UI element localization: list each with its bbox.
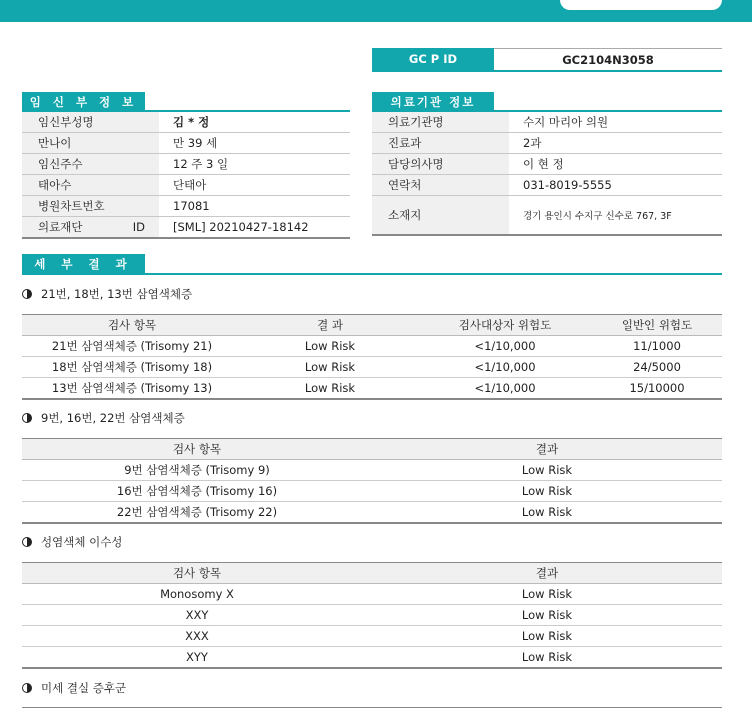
patient-row (22, 133, 350, 154)
result: Low Risk (372, 605, 722, 626)
top-banner (0, 0, 752, 22)
patient-row-key: 태아수 (22, 175, 159, 196)
test-item: XXY (22, 605, 372, 626)
result: Low Risk (372, 502, 722, 524)
half-circle-icon (22, 683, 32, 693)
half-circle-icon (22, 289, 32, 299)
table-row (22, 357, 722, 378)
section-title: 미세 결실 증후군 (41, 681, 127, 695)
trisomy-21-18-13-table (22, 314, 722, 400)
institution-row-value: 031-8019-5555 (509, 175, 722, 196)
test-item: 13번 삼염색체증 (Trisomy 13) (22, 378, 242, 400)
institution-row-key: 담당의사명 (372, 154, 509, 175)
patient-row-key: 의료재단 ID (22, 217, 159, 239)
patient-info-heading: 임 신 부 정 보 (22, 92, 145, 111)
table-top-border (22, 707, 722, 708)
subject-risk: <1/10,000 (418, 357, 592, 378)
patient-row-value: 17081 (159, 196, 350, 217)
institution-row-key: 의료기관명 (372, 112, 509, 133)
patient-row-value: 김 * 정 (159, 112, 350, 133)
table-row (22, 605, 722, 626)
institution-row (372, 154, 722, 175)
result: Low Risk (242, 378, 418, 400)
result: Low Risk (242, 336, 418, 357)
table-row (22, 378, 722, 400)
general-risk: 11/1000 (592, 336, 722, 357)
column-header: 결과 (372, 439, 722, 460)
table-row (22, 584, 722, 605)
table-row (22, 336, 722, 357)
table-row (22, 647, 722, 669)
section-heading (22, 286, 192, 302)
result: Low Risk (372, 481, 722, 502)
table-header-row (22, 563, 722, 584)
institution-row-value: 이 현 정 (509, 154, 722, 175)
test-item: 16번 삼염색체증 (Trisomy 16) (22, 481, 372, 502)
test-item: 22번 삼염색체증 (Trisomy 22) (22, 502, 372, 524)
column-header: 결과 (372, 563, 722, 584)
section-heading (22, 534, 122, 550)
patient-row-value: 단태아 (159, 175, 350, 196)
patient-info-table (22, 112, 350, 239)
section-title: 9번, 16번, 22번 삼염색체증 (41, 411, 185, 425)
patient-row-value: 12 주 3 일 (159, 154, 350, 175)
test-item: XXX (22, 626, 372, 647)
institution-row-key: 연락처 (372, 175, 509, 196)
institution-info-heading: 의료기관 정보 (372, 92, 494, 111)
patient-row-key: 임신주수 (22, 154, 159, 175)
patient-row (22, 154, 350, 175)
table-row (22, 626, 722, 647)
institution-row (372, 196, 722, 236)
result: Low Risk (372, 460, 722, 481)
result: Low Risk (372, 584, 722, 605)
column-header: 검사대상자 위험도 (418, 315, 592, 336)
subject-risk: <1/10,000 (418, 378, 592, 400)
patient-row (22, 196, 350, 217)
patient-row (22, 112, 350, 133)
institution-row-key: 진료과 (372, 133, 509, 154)
sex-chromosome-table (22, 562, 722, 669)
top-banner-tab (560, 0, 722, 10)
gcp-id-value: GC2104N3058 (494, 48, 722, 70)
institution-row-value: 경기 용인시 수지구 신수로 767, 3F (509, 196, 722, 236)
institution-row (372, 133, 722, 154)
general-risk: 15/10000 (592, 378, 722, 400)
patient-row-value: 만 39 세 (159, 133, 350, 154)
section-heading (22, 410, 185, 426)
institution-row (372, 112, 722, 133)
result: Low Risk (372, 626, 722, 647)
institution-row-key: 소재지 (372, 196, 509, 236)
column-header: 일반인 위험도 (592, 315, 722, 336)
column-header: 검사 항목 (22, 563, 372, 584)
table-header-row (22, 315, 722, 336)
test-item: Monosomy X (22, 584, 372, 605)
general-risk: 24/5000 (592, 357, 722, 378)
column-header: 검사 항목 (22, 439, 372, 460)
table-row (22, 502, 722, 524)
test-item: 18번 삼염색체증 (Trisomy 18) (22, 357, 242, 378)
patient-row-key: 만나이 (22, 133, 159, 154)
test-item: 21번 삼염색체증 (Trisomy 21) (22, 336, 242, 357)
patient-row (22, 217, 350, 239)
result: Low Risk (242, 357, 418, 378)
institution-info-table (372, 112, 722, 236)
details-heading: 세 부 결 과 (22, 254, 145, 273)
table-header-row (22, 439, 722, 460)
subject-risk: <1/10,000 (418, 336, 592, 357)
trisomy-9-16-22-table (22, 438, 722, 524)
section-heading (22, 680, 126, 696)
result: Low Risk (372, 647, 722, 669)
patient-row-value: [SML] 20210427-18142 (159, 217, 350, 239)
half-circle-icon (22, 537, 32, 547)
patient-row (22, 175, 350, 196)
gcp-id-label: GC P ID (372, 48, 494, 70)
half-circle-icon (22, 413, 32, 423)
institution-row-value: 수지 마리아 의원 (509, 112, 722, 133)
patient-row-key: 임신부성명 (22, 112, 159, 133)
test-item: 9번 삼염색체증 (Trisomy 9) (22, 460, 372, 481)
test-item: XYY (22, 647, 372, 669)
gcp-id-box (372, 48, 722, 72)
institution-row-value: 2과 (509, 133, 722, 154)
table-row (22, 481, 722, 502)
table-row (22, 460, 722, 481)
institution-row (372, 175, 722, 196)
column-header: 검사 항목 (22, 315, 242, 336)
section-title: 성염색체 이수성 (41, 535, 123, 549)
patient-row-key: 병원차트번호 (22, 196, 159, 217)
details-underline (22, 273, 722, 275)
column-header: 결 과 (242, 315, 418, 336)
section-title: 21번, 18번, 13번 삼염색체증 (41, 287, 193, 301)
